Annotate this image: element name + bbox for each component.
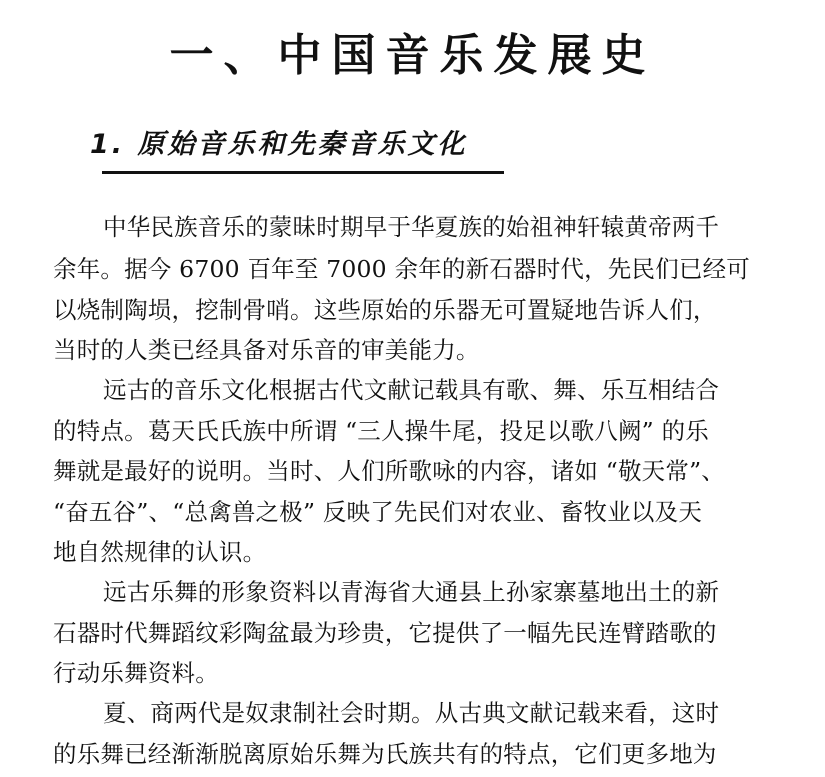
paragraph-4-line-2: 的乐舞已经渐渐脱离原始乐舞为氏族共有的特点，它们更多地为: [53, 740, 717, 768]
paragraph-1-line-3: 以烧制陶埙，挖制骨哨。这些原始的乐器无可置疑地告诉人们，: [53, 296, 717, 324]
paragraph-1-line-2: 余年。据今 6700 百年至 7000 余年的新石器时代，先民们已经可: [53, 255, 750, 283]
paragraph-3-line-2: 石器时代舞蹈纹彩陶盆最为珍贵，它提供了一幅先民连臂踏歌的: [53, 619, 717, 647]
section-heading: 1. 原始音乐和先秦音乐文化: [90, 129, 468, 160]
paragraph-2-line-1: 远古的音乐文化根据古代文献记载具有歌、舞、乐互相结合: [103, 376, 720, 404]
paragraph-2-line-3: 舞就是最好的说明。当时、人们所歌咏的内容，诸如 “敬天常”、: [53, 457, 725, 485]
paragraph-2-line-5: 地自然规律的认识。: [53, 538, 267, 566]
paragraph-2-line-2: 的特点。葛天氏氏族中所谓 “三人操牛尾，投足以歌八阙” 的乐: [53, 417, 709, 445]
section-heading-underline: [102, 171, 504, 174]
paragraph-3-line-3: 行动乐舞资料。: [53, 659, 219, 687]
paragraph-4-line-1: 夏、商两代是奴隶制社会时期。从古典文献记载来看，这时: [103, 699, 720, 727]
paragraph-2-line-4: “奋五谷”、“总禽兽之极” 反映了先民们对农业、畜牧业以及天: [53, 498, 703, 526]
paragraph-1-line-4: 当时的人类已经具备对乐音的审美能力。: [53, 336, 480, 364]
chapter-title: 一、中国音乐发展史: [169, 30, 656, 81]
paragraph-3-line-1: 远古乐舞的形象资料以青海省大通县上孙家寨墓地出土的新: [103, 578, 720, 606]
paragraph-1-line-1: 中华民族音乐的蒙昧时期早于华夏族的始祖神轩辕黄帝两千: [103, 213, 720, 241]
